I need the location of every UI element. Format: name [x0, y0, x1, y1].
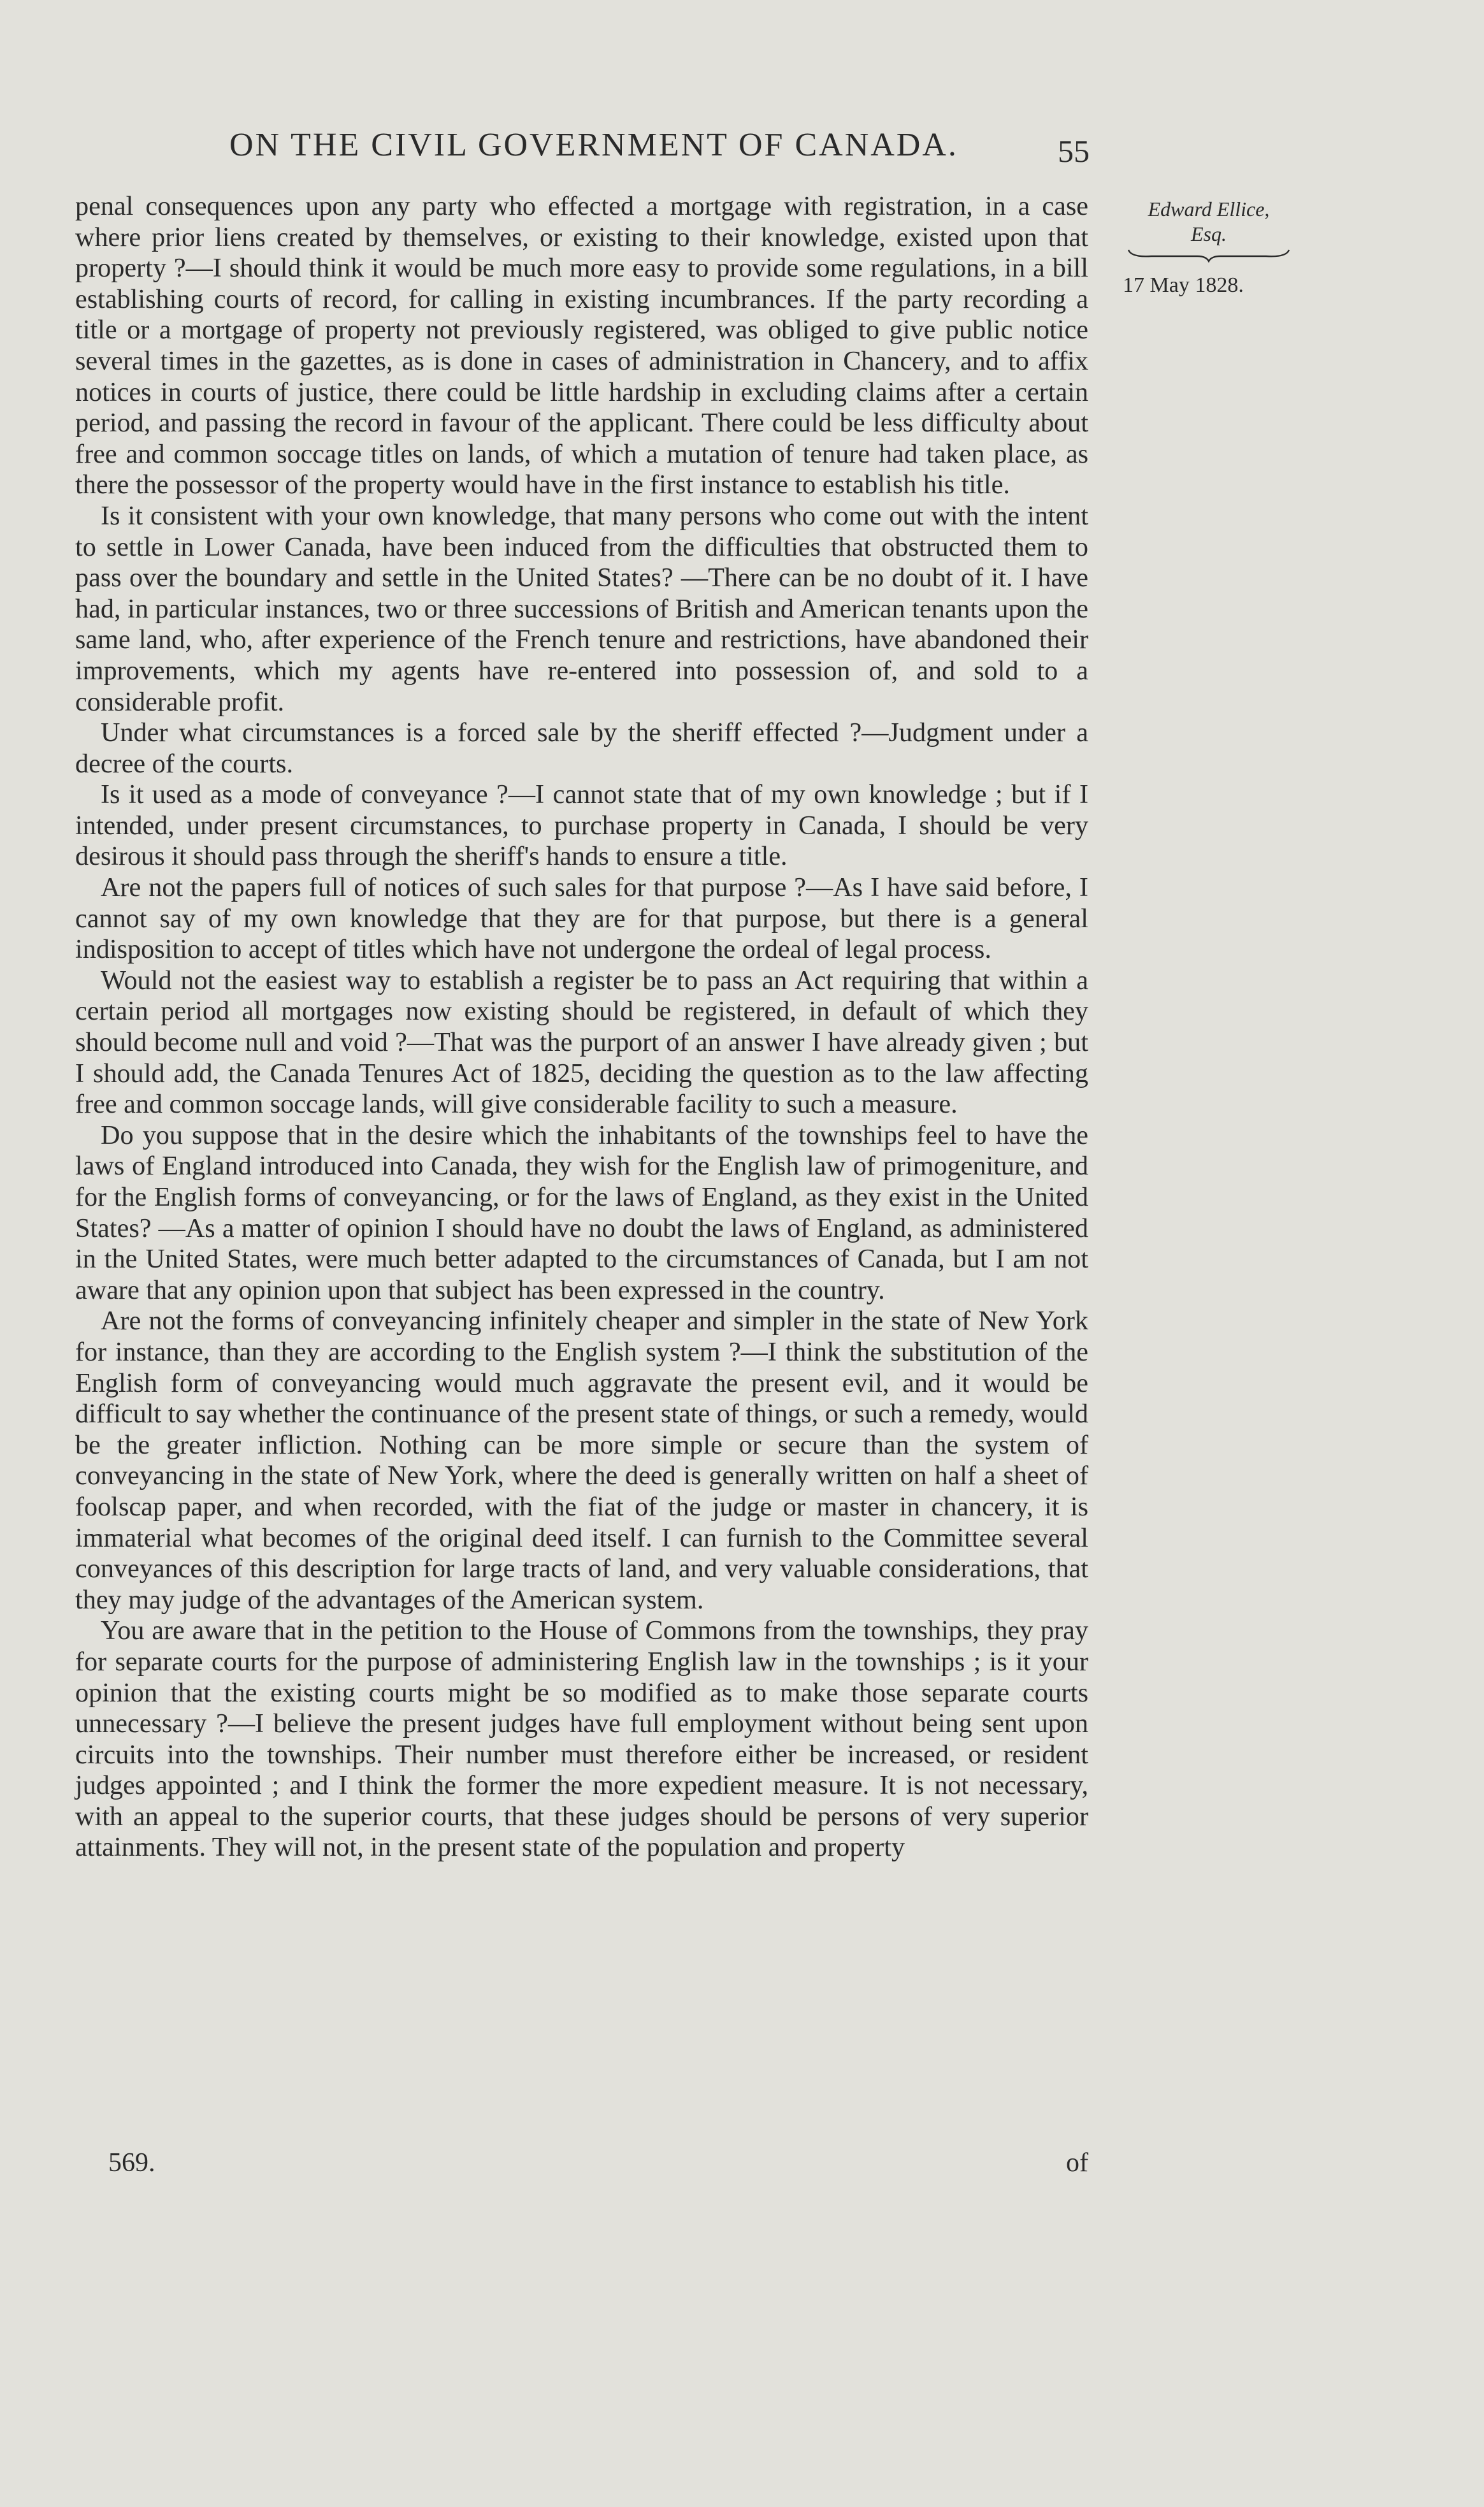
paragraph: Under what circumstances is a forced sale by the sheriff effected ?—Judgment under a decree of the courts.	[75, 718, 1088, 779]
page-number: 55	[1058, 133, 1090, 169]
paragraph: Is it consistent with your own knowledge, that many persons who come out with the intent to settle in Lower Canada, have been induced from the difficulties that obstructed them to pass over the boundary and settle in the United States? —There can be no doubt of it. I have had, in particular instances, two or three successions of British and American tenants upon the same land, who, after experience of the French tenure and restrictions, have abandoned their improvements, which my agents have re-entered into possession of, and sold to a considerable profit.	[75, 500, 1088, 717]
paragraph: Are not the forms of conveyancing infinitely cheaper and simpler in the state of New York for instance, than they are according to the English system ?—I think the substitution of the English form of conveyancing would much aggravate the present evil, and it would be difficult to say whether the continuance of the present state of things, or such a remedy, would be the greater infliction. Nothing can be more simple or secure than the system of conveyancing in the state of New York, where the deed is generally written on half a sheet of foolscap paper, and when recorded, with the fiat of the judge or master in chancery, it is immaterial what becomes of the original deed itself. I can furnish to the Committee several conveyances of this description for large tracts of land, and very valuable considerations, that they may judge of the advantages of the American system.	[75, 1306, 1088, 1615]
body-text	[75, 191, 1088, 1863]
paragraph: You are aware that in the petition to the House of Commons from the townships, they pray for separate courts for the purpose of administering English law in the townships ; is it your opinion that the existing courts might be so modified as to make those separate courts unnecessary ?—I believe the present judges have full employment without being sent upon circuits into the townships. Their number must therefore either be increased, or resident judges appointed ; and I think the former the more expedient measure. It is not necessary, with an appeal to the superior courts, that these judges should be persons of very superior attainments. They will not, in the present state of the population and property	[75, 1615, 1088, 1863]
paragraph: Would not the easiest way to establish a register be to pass an Act requiring that within a certain period all mortgages now existing should be registered, in default of which they should become null and void ?—That was the purport of an answer I have already given ; but I should add, the Canada Tenures Act of 1825, deciding the question as to the law affecting free and common soccage lands, will give considerable facility to such a measure.	[75, 965, 1088, 1120]
paragraph: Is it used as a mode of conveyance ?—I cannot state that of my own knowledge ; but if I intended, under present circumstances, to purchase property in Canada, I should be very desirous it should pass through the sheriff's hands to ensure a title.	[75, 779, 1088, 872]
catchword: of	[1066, 2148, 1088, 2178]
brace-divider	[1126, 246, 1292, 263]
paragraph-continued: penal consequences upon any party who effected a mortgage with registration, in a case where prior liens created by themselves, or existing to their knowledge, existed upon that property ?—I should think it would be much more easy to provide some regulations, in a bill establishing courts of record, for calling in existing incumbrances. If the party recording a title or a mortgage of property not previously registered, was obliged to give public notice several times in the gazettes, as is done in cases of administration in Chancery, and to affix notices in courts of justice, there could be little hardship in excluding claims after a certain period, and passing the record in favour of the applicant. There could be less difficulty about free and common soccage titles on lands, of which a mutation of tenure had taken place, as there the possessor of the property would have in the first instance to establish his title.	[75, 191, 1088, 500]
paragraph: Are not the papers full of notices of such sales for that purpose ?—As I have said before, I cannot say of my own knowledge that they are for that purpose, but there is a general indisposition to accept of titles which have not undergone the ordeal of legal process.	[75, 872, 1088, 965]
witness-title: Esq.	[1191, 222, 1227, 245]
page-footer	[75, 2148, 1088, 2186]
witness-date: 17 May 1828.	[1123, 273, 1244, 297]
page-title: ON THE CIVIL GOVERNMENT OF CANADA.	[229, 127, 958, 163]
paragraph: Do you suppose that in the desire which the inhabitants of the townships feel to have the laws of England introduced into Canada, they wish for the English law of primogeniture, and for the English forms of conveyancing, or for the laws of England, as they exist in the United States? —As a matter of opinion I should have no doubt the laws of England, as administered in the United States, were much better adapted to the circumstances of Canada, but I am not aware that any opinion upon that subject has been expressed in the country.	[75, 1120, 1088, 1305]
signature-mark: 569.	[108, 2148, 155, 2178]
running-head	[70, 126, 1090, 177]
margin-note	[1116, 196, 1301, 300]
witness-name: Edward Ellice,	[1148, 198, 1270, 220]
